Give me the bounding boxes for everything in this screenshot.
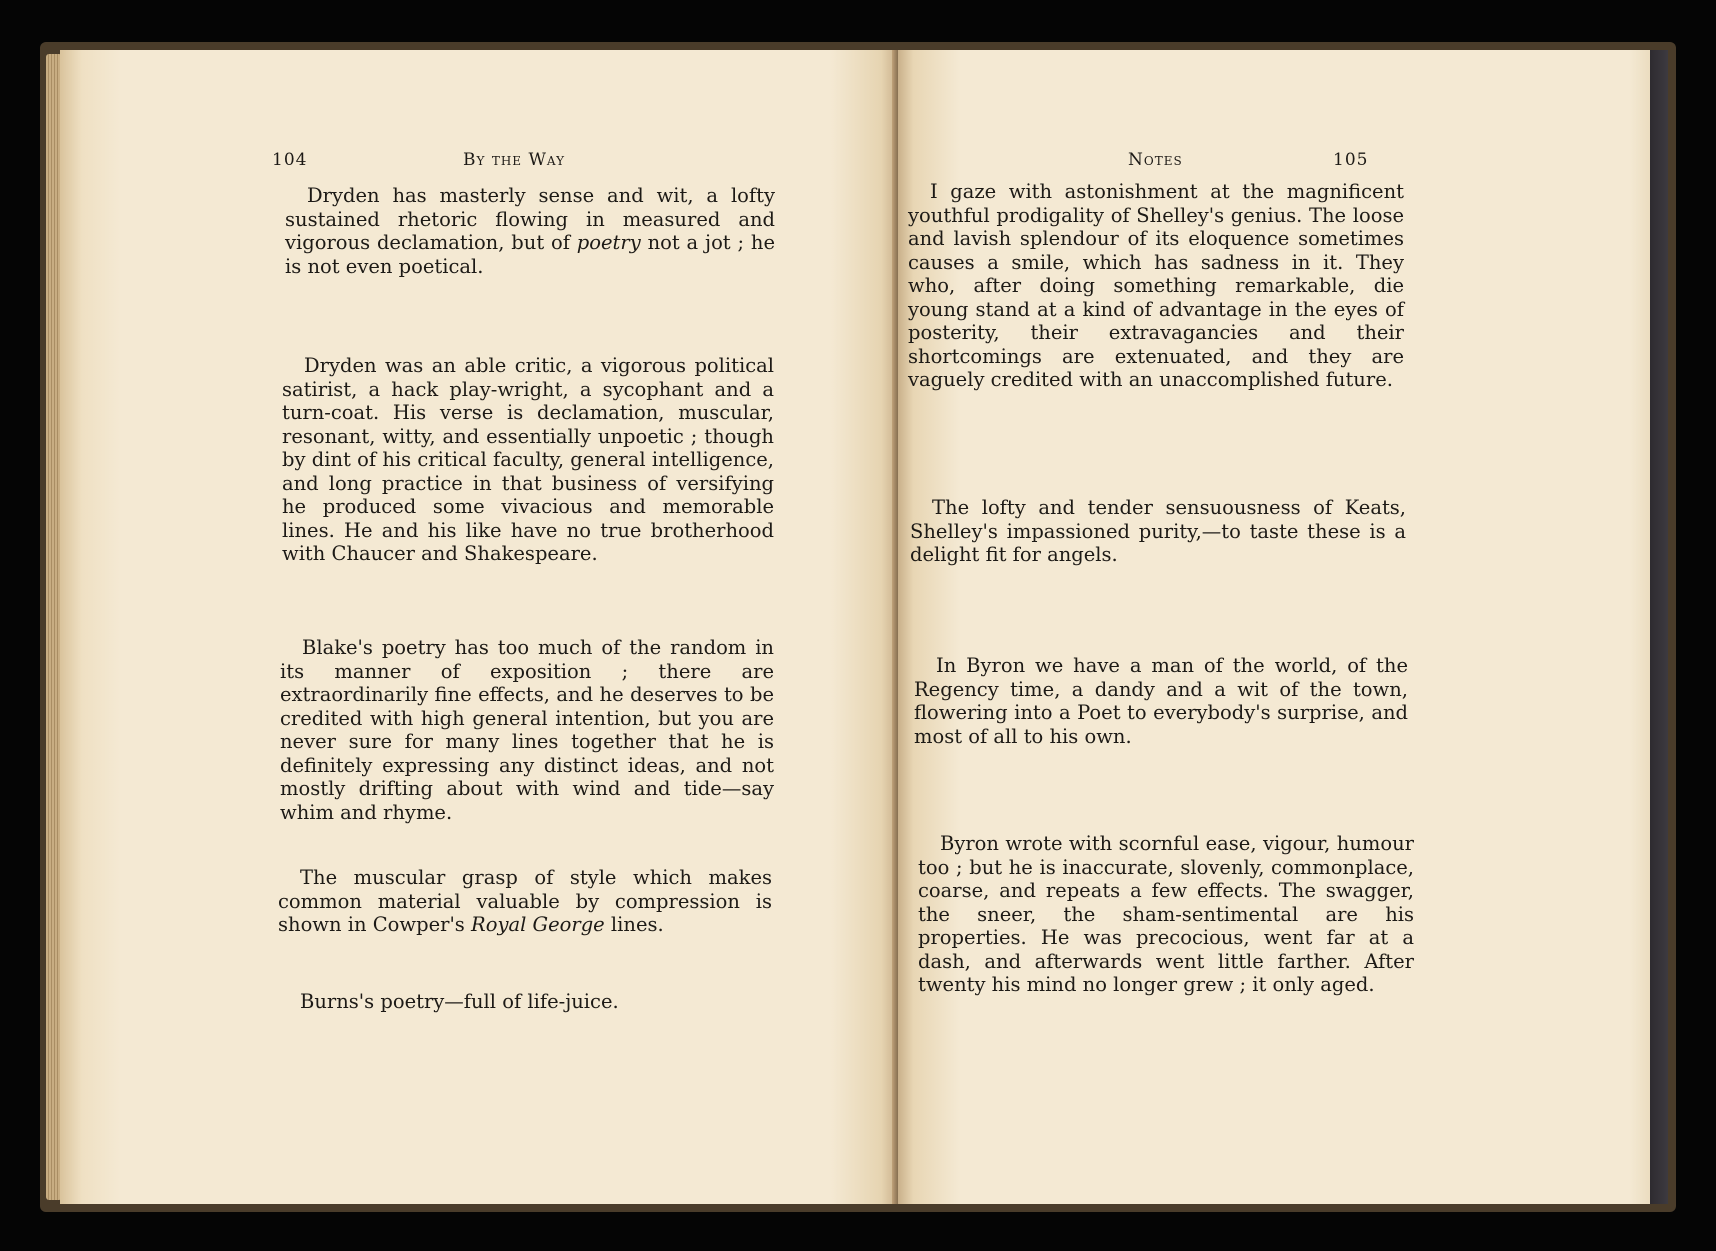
right-paragraph-3: In Byron we have a man of the world, of the Regency time, a dandy and a wit of the town, flowering into a Poet to everybody's surprise, and most of all to his own.	[914, 654, 1408, 748]
left-page	[60, 50, 898, 1204]
left-paragraph-2: Dryden was an able critic, a vigorous political satirist, a hack play-wright, a sycophant and a turn-coat. His verse is declamation, muscular, resonant, witty, and essentially unpoetic ; though by dint of his critical faculty, general intelligence, and long practice in that business of versifying he produced some vivacious and memorable lines. He and his like have no true brotherhood with Chaucer and Shakespeare.	[282, 354, 774, 565]
left-paragraph-5: Burns's poetry—full of life-juice.	[300, 990, 619, 1013]
left-paragraph-3: Blake's poetry has too much of the random in its manner of exposition ; there are extraordinarily fine effects, and he deserves to be credited with high general intention, but you are never sure for many lines together that he is definitely expressing any distinct ideas, and not mostly drifting about with wind and tide—say whim and rhyme.	[280, 636, 774, 824]
open-book	[40, 42, 1676, 1212]
right-page	[898, 50, 1668, 1204]
right-page-number: 105	[1333, 150, 1369, 170]
right-paragraph-2: The lofty and tender sensuousness of Keats, Shelley's impassioned purity,—to taste these is a delight fit for angels.	[910, 496, 1406, 566]
right-running-head: Notes	[1128, 150, 1183, 170]
right-paragraph-4: Byron wrote with scornful ease, vigour, humour too ; but he is inaccurate, slovenly, commonplace, coarse, and repeats a few effects. The swagger, the sneer, the sham-sentimental are his properties. He was precocious, went far at a dash, and afterwards went little farther. After twenty his mind no longer grew ; it only aged.	[918, 832, 1414, 996]
right-paragraph-1: I gaze with astonishment at the magnificent youthful prodigality of Shelley's genius. The loose and lavish splendour of its eloquence sometimes causes a smile, which has sadness in it. They who, after doing something remarkable, die young stand at a kind of advantage in the eyes of posterity, their extravagancies and their shortcomings are extenuated, and they are vaguely credited with an unaccomplished future.	[908, 180, 1404, 391]
left-running-head: By the Way	[463, 150, 566, 170]
left-page-number: 104	[272, 150, 308, 170]
left-paragraph-4: The muscular grasp of style which makes common material valuable by compression is shown in Cowper's Royal George lines.	[278, 866, 772, 936]
cover-edge	[1650, 50, 1668, 1204]
left-paragraph-1: Dryden has masterly sense and wit, a lofty sustained rhetoric flowing in measured and vigorous declamation, but of poetry not a jot ; he is not even poetical.	[285, 184, 775, 278]
